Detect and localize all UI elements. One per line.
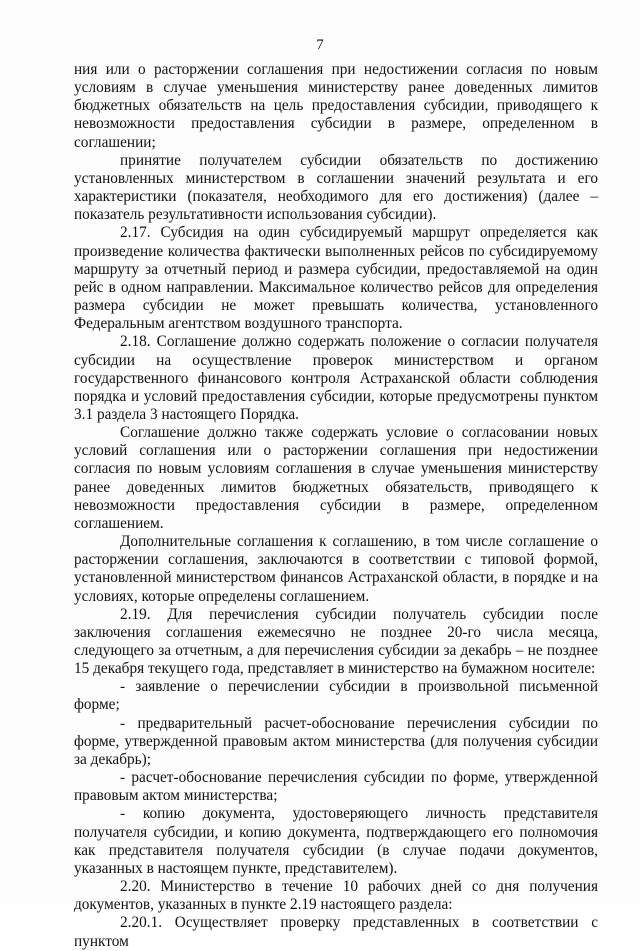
paragraph-2-20: 2.20. Министерство в течение 10 рабочих дней со дня получения документов, указанных в пункте 2.19 настоящего раздела: <box>74 878 598 914</box>
list-item-calculation: - расчет-обоснование перечисления субсидии по форме, утвержденной правовым актом министерства; <box>74 769 598 805</box>
list-item-preliminary-calculation: - предварительный расчет-обоснование перечисления субсидии по форме, утвержденной правовым актом министерства (для получения субсидии за декабрь); <box>74 714 598 768</box>
list-item-identity-documents: - копию документа, удостоверяющего личность представителя получателя субсидии, и копию документа, подтверждающего его полномочия как представителя получателя субсидии (в случае подачи документов, указанных в настоящем пункте, представителем). <box>74 805 598 877</box>
page-number: 7 <box>316 37 324 53</box>
paragraph-2-20-1: 2.20.1. Осуществляет проверку представленных в соответствии с пунктом <box>74 914 598 950</box>
paragraph-2-18: 2.18. Соглашение должно содержать положение о согласии получателя субсидии на осуществление проверок министерством и органом государственного финансового контроля Астраханской области соблюдения порядка и условий предоставления субсидии, которые предусмотрены пунктом 3.1 раздела 3 настоящего Порядка. <box>74 333 598 423</box>
paragraph-continuation: ния или о расторжении соглашения при недостижении согласия по новым условиям в случае уменьшения министерству ранее доведенных лимитов бюджетных обязательств на цель предоставления субсидии, приводящего к невозможности предоставления субсидии в размере, определенном в соглашении; <box>74 61 598 151</box>
paragraph-obligations: принятие получателем субсидии обязательств по достижению установленных министерством в соглашении значений результата и его характеристики (показателя, необходимого для его достижения) (далее – показатель результативности использования субсидии). <box>74 151 598 224</box>
paragraph-2-19: 2.19. Для перечисления субсидии получатель субсидии после заключения соглашения ежемесячно не позднее 20-го числа месяца, следующего за отчетным, а для перечисления субсидии за декабрь – не позднее 15 декабря текущего года, представляет в министерство на бумажном носителе: <box>74 605 598 678</box>
paragraph-agreement-conditions: Соглашение должно также содержать условие о согласовании новых условий соглашения или о расторжении соглашения при недостижении согласия по новым условиям соглашения в случае уменьшения министерству ранее доведенных лимитов бюджетных обязательств, приводящего к невозможности предоставления субсидии в размере, определенном соглашением. <box>74 424 598 532</box>
document-body <box>74 61 598 951</box>
list-item-application: - заявление о перечислении субсидии в произвольной письменной форме; <box>74 678 598 714</box>
paragraph-2-17: 2.17. Субсидия на один субсидируемый маршрут определяется как произведение количества фактически выполненных рейсов по субсидируемому маршруту за отчетный период и размера субсидии, предоставляемой на один рейс в одном направлении. Максимальное количество рейсов для определения размера субсидии не может превышать количества, установленного Федеральным агентством воздушного транспорта. <box>74 224 598 333</box>
paragraph-additional-agreements: Дополнительные соглашения к соглашению, в том числе соглашение о расторжении соглашения, заключаются в соответствии с типовой формой, установленной министерством финансов Астраханской области, в порядке и на условиях, которые определены соглашением. <box>74 533 598 605</box>
